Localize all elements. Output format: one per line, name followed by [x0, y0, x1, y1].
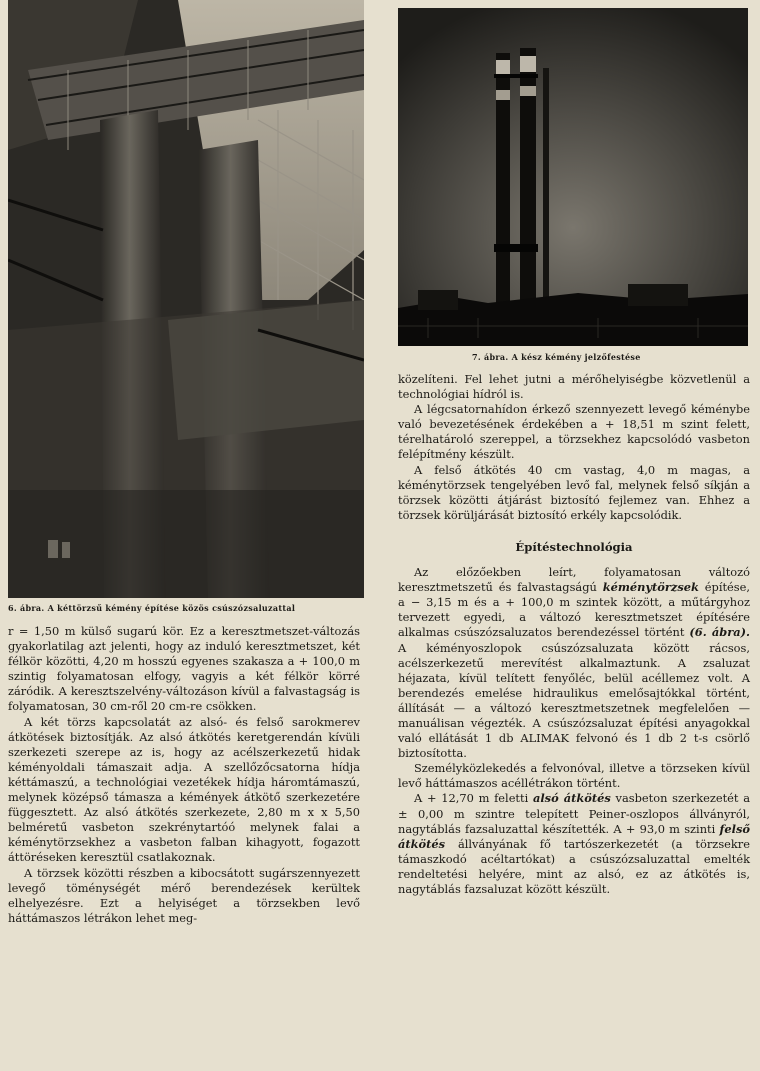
emphasis-also-atkotes: alsó átkötés	[532, 791, 611, 806]
right-paragraph-1: közelíteni. Fel lehet jutni a mérőhelyiségbe közvetlenül a technológiai hídról is.	[398, 372, 750, 402]
construction-photo	[8, 0, 364, 598]
left-paragraph-3: A törzsek közötti részben a kibocsátott sugárszennyezett levegő töménységét mérő berendezések kerültek elhelyezésre. Ezt a helyiséget a törzsekben levő háttámaszos létrákon lehet meg-	[8, 865, 360, 925]
right-paragraph-5: Személyközlekedés a felvonóval, illetve a törzseken kívül levő háttámaszos acéllétrákon történt.	[398, 761, 750, 791]
section-title-epitestechnologia: Építéstechnológia	[515, 539, 633, 554]
figure-6-caption: 6. ábra. A kéttörzsű kémény építése közös csúszózsaluzattal	[8, 603, 296, 613]
text-run: Az előzőekben leírt, folyamatosan változó keresztmetszetű és falvastagságú	[398, 565, 750, 595]
left-paragraph-1: r = 1,50 m külső sugarú kör. Ez a keresztmetszet-változás gyakorlatilag azt jelenti, hogy az induló keresztmetszet, két félkör közötti, 4,20 m hosszú egyenes szakasza a + 100,0 m szintig folyamatosan elfogy, vagyis a két félkör körré záródik. A keresztszelvény-változáson kívül a falvastagság is folyamatosan, 30 cm-ről 20 cm-re csökken.	[8, 624, 360, 714]
left-paragraph-2: A két törzs kapcsolatát az alsó- és felső sarokmerev átkötések biztosítják. Az alsó átkötés keretgerendán kívüli szerkezeti szerepe az is, hogy az acélszerkezetű hidak kéményoldali támaszait adja. A szellőzőcsatorna hídja kéttámaszú, a technológiai vezetékek hídja háromtámaszú, melynek középső támasza a kémények átkötő szerkezetére függesztett. Az alsó átkötés szerkezete, 2,80 m x x 5,50 belméretű vasbeton szekrénytartóó melynek falai a kéménytörzsekhez a vasbeton falban kihagyott, fogazott áttöréseken keresztül csatlakoznak.	[8, 714, 360, 865]
emphasis-kemenytorzsek: kéménytörzsek	[602, 580, 699, 595]
right-paragraph-6	[398, 791, 750, 897]
construction-photo-image	[8, 0, 364, 598]
text-run: építése, a − 3,15 m és a + 100,0 m szintek között, a műtárgyhoz tervezett egyedi, a változó keresztmetszet építésére alkalmas csúszózsaluzatos berendezéssel történt	[398, 580, 751, 640]
right-paragraph-4	[398, 565, 750, 761]
text-run: vasbeton szerkezetét a ± 0,00 m szintre telepített Peiner-oszlopos állványról, nagytáblás fazsaluzattal készítették. A + 93,0 m szinti	[398, 791, 750, 836]
chimney-photo	[398, 8, 748, 346]
right-paragraph-3: A felső átkötés 40 cm vastag, 4,0 m magas, a kéménytörzsek tengelyében levő fal, melynek felső síkján a törzsek közötti átjárást biztosító fejlemez van. Ehhez a törzsek körüljárását biztosító erkély kapcsolódik.	[398, 462, 750, 522]
left-text-column	[8, 624, 360, 926]
figure-7-caption: 7. ábra. A kész kémény jelzőfestése	[472, 352, 641, 362]
emphasis-felso-atkotes: felső átkötés	[398, 821, 750, 851]
right-text-column	[398, 372, 750, 897]
text-run: állványának fő tartószerkezetét (a törzsekre támaszkodó acéltartókat) a csúszózsaluzattal emelték rendeltetési helyére, mint az alsó, ez az átkötés is, nagytáblás fazsaluzat között készült.	[398, 836, 750, 896]
right-paragraph-2: A légcsatornahídon érkező szennyezett levegő kéménybe való bevezetésének érdekében a + 18,51 m szint felett, térelhatároló szereppel, a törzsekhez kapcsolódó vasbeton felépítmény készült.	[398, 402, 750, 462]
chimney-photo-image	[398, 8, 748, 346]
figure-reference: (6. ábra).	[689, 625, 751, 640]
text-run: A + 12,70 m feletti	[414, 791, 533, 806]
text-run: A kéményoszlopok csúszózsaluzata között rácsos, acélszerkezetű merevítést alkalmaztunk. A zsaluzat héjazata, kívül telített fenyőléc, belül acéllemez volt. A berendezés emelése hidraulikus emelősajtókkal történt, állítását — a változó keresztmetszetnek megfelelően — manuálisan végezték. A csúszózsaluzat építési anyagokkal való ellátását 1 db ALIMAK felvonó és 1 db 2 t-s csörlő biztosította.	[398, 640, 750, 761]
